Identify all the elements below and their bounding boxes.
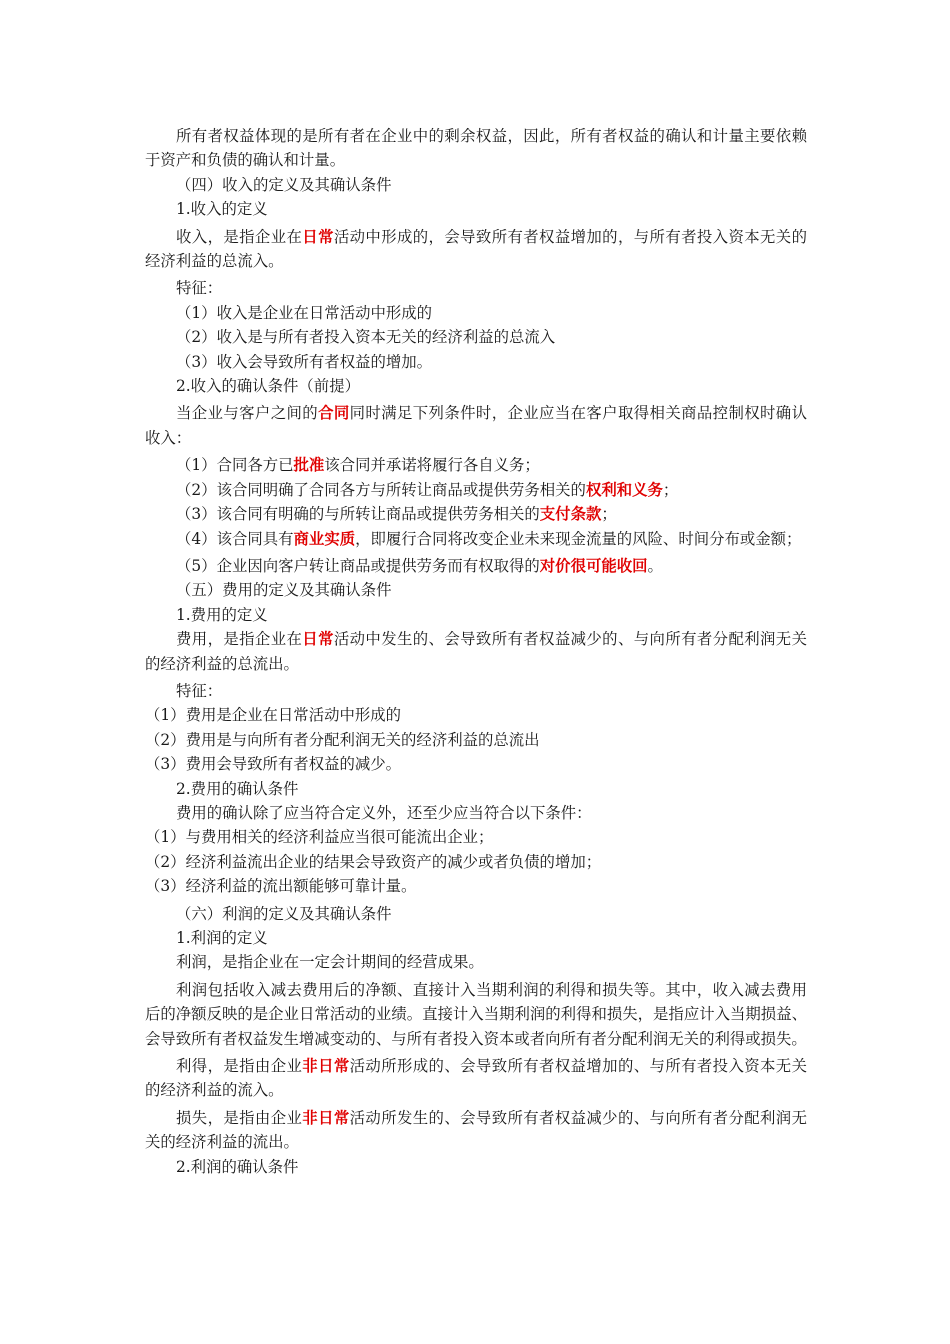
section-heading: （四）收入的定义及其确认条件	[176, 175, 392, 194]
highlight-text: 支付条款	[539, 505, 602, 524]
paragraph: 利润，是指企业在一定会计期间的经营成果。	[176, 953, 484, 972]
paragraph: 费用，是指企业在日常活动中发生的、会导致所有者权益减少的、与向所有者分配利润无关的经济利益的总流出。	[145, 630, 807, 673]
paragraph: 所有者权益体现的是所有者在企业中的剩余权益，因此，所有者权益的确认和计量主要依赖于资产和负债的确认和计量。	[145, 127, 807, 170]
highlight-text: 对价很可能收回	[539, 556, 648, 575]
highlight-text: 合同	[318, 404, 350, 423]
subheading: 2.费用的确认条件	[176, 779, 299, 798]
list-item: （2）经济利益流出企业的结果会导致资产的减少或者负债的增加；	[145, 852, 602, 871]
highlight-text: 批准	[293, 456, 325, 475]
highlight-text: 日常	[302, 227, 334, 246]
list-item: （1）费用是企业在日常活动中形成的	[145, 706, 402, 725]
list-item: （4）该合同具有商业实质，即履行合同将改变企业未来现金流量的风险、时间分布或金额；	[176, 529, 802, 548]
list-item: （1）与费用相关的经济利益应当很可能流出企业；	[145, 828, 494, 847]
list-item: （2）收入是与所有者投入资本无关的经济利益的总流入	[176, 328, 556, 347]
list-item: （2）费用是与向所有者分配利润无关的经济利益的总流出	[145, 730, 540, 749]
section-heading: （六）利润的定义及其确认条件	[176, 904, 392, 923]
paragraph: 当企业与客户之间的合同同时满足下列条件时，企业应当在客户取得相关商品控制权时确认收入：	[145, 404, 807, 447]
paragraph: 特征：	[176, 279, 223, 298]
highlight-text: 日常	[302, 630, 334, 649]
subheading: 1.利润的定义	[176, 929, 268, 947]
subheading: 2.利润的确认条件	[176, 1157, 299, 1176]
subheading: 2.收入的确认条件（前提）	[176, 377, 360, 396]
list-item: （1）合同各方已批准该合同并承诺将履行各自义务；	[176, 456, 540, 475]
paragraph: 利得，是指由企业非日常活动所形成的、会导致所有者权益增加的、与所有者投入资本无关的经济利益的流入。	[145, 1057, 807, 1100]
subheading: 1.费用的定义	[176, 605, 268, 624]
list-item: （3）费用会导致所有者权益的减少。	[145, 755, 402, 774]
list-item: （3）经济利益的流出额能够可靠计量。	[145, 877, 417, 896]
highlight-text: 商业实质	[293, 529, 356, 548]
list-item: （5）企业因向客户转让商品或提供劳务而有权取得的对价很可能收回。	[176, 556, 663, 575]
paragraph: 损失，是指由企业非日常活动所发生的、会导致所有者权益减少的、与向所有者分配利润无关的经济利益的流出。	[145, 1108, 807, 1152]
list-item: （2）该合同明确了合同各方与所转让商品或提供劳务相关的权利和义务；	[176, 480, 679, 499]
highlight-text: 非日常	[302, 1057, 350, 1076]
document-body	[145, 124, 807, 1179]
paragraph: 利润包括收入减去费用后的净额、直接计入当期利润的利得和损失等。其中，收入减去费用后的净额反映的是企业日常活动的业绩。直接计入当期利润的利得和损失，是指应计入当期损益、会导致所有者权益发生增减变动的、与所有者投入资本或者向所有者分配利润无关的利得或损失。	[145, 980, 807, 1048]
paragraph: 费用的确认除了应当符合定义外，还至少应当符合以下条件：	[176, 803, 592, 822]
list-item: （1）收入是企业在日常活动中形成的	[176, 303, 433, 322]
highlight-text: 权利和义务	[585, 480, 663, 499]
section-heading: （五）费用的定义及其确认条件	[176, 581, 392, 600]
paragraph: 特征：	[176, 681, 223, 700]
highlight-text: 非日常	[302, 1108, 350, 1127]
subheading: 1.收入的定义	[176, 200, 268, 219]
paragraph: 收入，是指企业在日常活动中形成的，会导致所有者权益增加的，与所有者投入资本无关的经济利益的总流入。	[145, 227, 807, 271]
list-item: （3）收入会导致所有者权益的增加。	[176, 352, 433, 371]
list-item: （3）该合同有明确的与所转让商品或提供劳务相关的支付条款；	[176, 505, 617, 524]
